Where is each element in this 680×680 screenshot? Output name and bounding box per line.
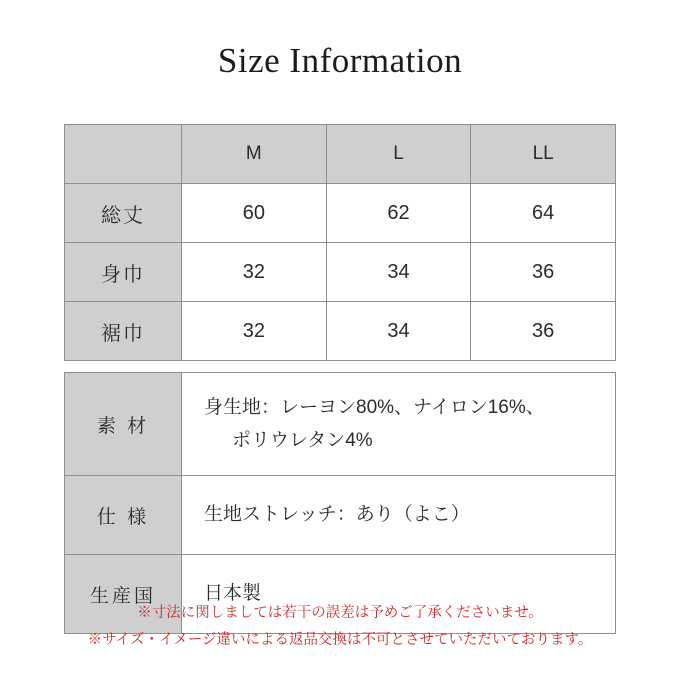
size-table — [64, 124, 616, 361]
spec-row-label-country-of-origin: 生産国 — [65, 555, 182, 634]
page-title: Size Information — [217, 41, 463, 80]
country-of-origin-line-1: 日本製 — [204, 583, 262, 605]
size-table-corner-cell — [65, 125, 182, 184]
size-table-header-row — [65, 125, 616, 184]
spec-row-label-specification: 仕 様 — [65, 476, 182, 555]
size-cell-hem-width-ll: 36 — [471, 302, 616, 361]
specification-table — [64, 372, 616, 634]
size-cell-total-length-l: 62 — [326, 184, 471, 243]
size-column-header-m: M — [182, 125, 327, 184]
note-line-2: ※サイズ・イメージ違いによる返品交換は不可とさせていただいております。 — [87, 631, 593, 648]
specification-line-1: 生地ストレッチ：あり（よこ） — [204, 504, 470, 526]
table-row — [65, 243, 616, 302]
size-cell-body-width-m: 32 — [182, 243, 327, 302]
material-line-1: 身生地：レーヨン80%、ナイロン16%、 — [204, 396, 545, 418]
table-row — [65, 302, 616, 361]
size-row-label-body-width: 身巾 — [65, 243, 182, 302]
spec-row-label-material: 素 材 — [65, 373, 182, 476]
note-line-1: ※寸法に関しましては若干の誤差は予めご了承くださいませ。 — [137, 605, 543, 621]
spec-row-value-material — [182, 373, 616, 476]
size-cell-total-length-ll: 64 — [471, 184, 616, 243]
size-row-label-total-length: 総丈 — [65, 184, 182, 243]
size-cell-total-length-m: 60 — [182, 184, 327, 243]
size-column-header-l: L — [326, 125, 471, 184]
size-table-body — [65, 184, 616, 361]
disclaimer-notes — [0, 600, 680, 654]
size-table-head — [65, 125, 616, 184]
size-cell-hem-width-m: 32 — [182, 302, 327, 361]
size-cell-hem-width-l: 34 — [326, 302, 471, 361]
spec-row-value-specification — [182, 476, 616, 555]
specification-table-body — [65, 373, 616, 634]
material-line-2: ポリウレタン4% — [232, 430, 373, 451]
size-cell-body-width-l: 34 — [326, 243, 471, 302]
table-row — [65, 373, 616, 476]
table-row — [65, 476, 616, 555]
size-column-header-ll: LL — [471, 125, 616, 184]
table-row — [65, 184, 616, 243]
size-cell-body-width-ll: 36 — [471, 243, 616, 302]
size-row-label-hem-width: 裾巾 — [65, 302, 182, 361]
